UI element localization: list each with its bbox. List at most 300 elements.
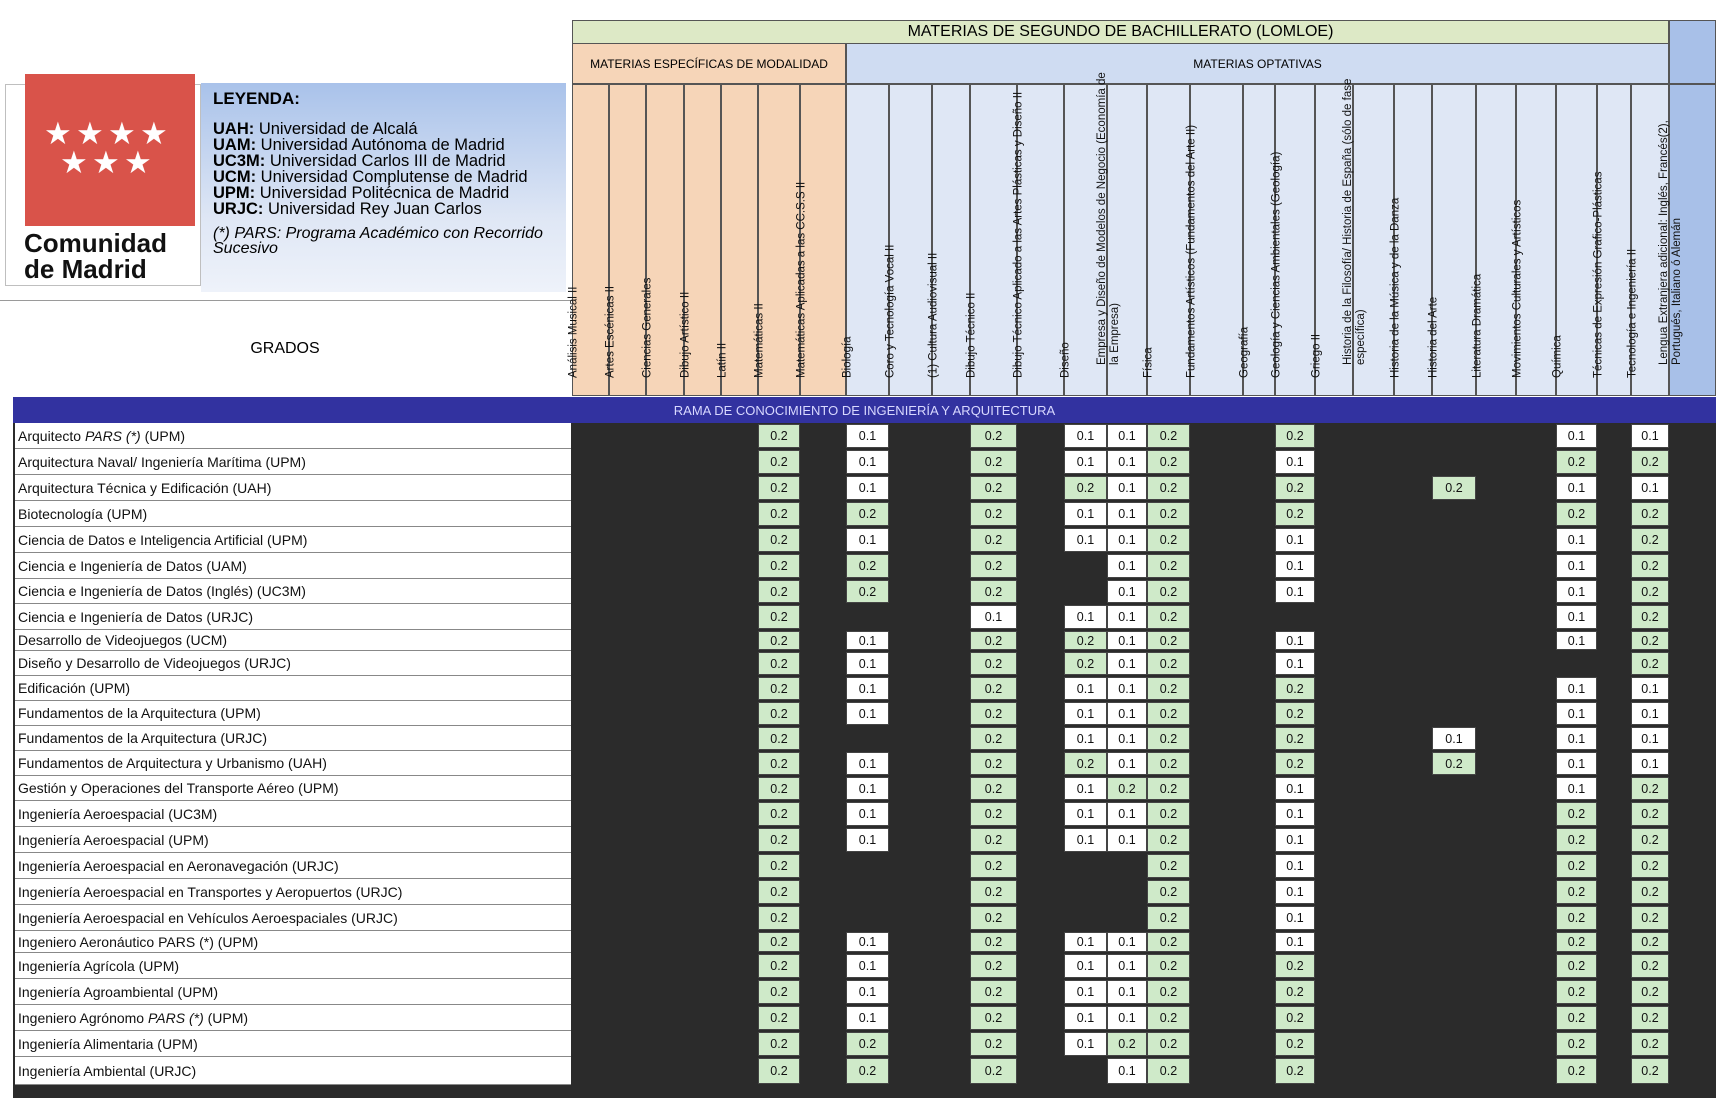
weight-cell: 0.2 [758,476,800,500]
weight-cell: 0.1 [1064,450,1107,474]
weight-cell: 0.2 [970,631,1017,650]
weight-cell: 0.2 [1064,652,1107,675]
column-header-label: Literatura Dramática [1471,273,1484,378]
column-header-label: Dibujo Técnico II [965,292,978,378]
grado-name [15,676,571,701]
weight-cell: 0.2 [758,605,800,629]
weight-cell: 0.2 [1147,605,1190,629]
star-icon: ★ [76,116,104,151]
weight-cell: 0.2 [1631,954,1669,978]
weight-cell: 0.1 [1631,476,1669,500]
weight-cell: 0.2 [758,906,800,930]
weight-cell: 0.2 [1147,450,1190,474]
weight-cell: 0.1 [1556,528,1597,552]
weight-cell: 0.2 [1432,752,1476,775]
column-header-label: Historia de la Filosofía/ Historia de España (sólo de fase específica) [1342,78,1367,365]
grado-name-text: Desarrollo de Videojuegos (UCM) [18,632,228,648]
weight-cell: 0.2 [1556,450,1597,474]
weight-cell: 0.2 [1631,554,1669,578]
weight-cell: 0.1 [1107,1006,1147,1030]
weight-cell: 0.2 [1147,854,1190,878]
weight-cell: 0.2 [1147,424,1190,448]
weight-cell: 0.1 [1631,752,1669,775]
weight-cell: 0.1 [1275,652,1315,675]
weight-cell: 0.2 [758,631,800,650]
column-header [795,84,846,396]
column-header-label: Latín II [716,342,729,378]
weight-cell: 0.2 [846,502,889,526]
weight-cell: 0.2 [1147,777,1190,800]
weight-cell: 0.2 [1631,906,1669,930]
weight-cell: 0.2 [970,980,1017,1004]
weight-cell: 0.1 [1107,954,1147,978]
weight-cell: 0.1 [1064,828,1107,852]
weight-cell: 0.1 [1556,777,1597,800]
grado-name [15,651,571,676]
weight-cell: 0.2 [758,1032,800,1056]
grado-name-text: Ciencia e Ingeniería de Datos (URJC) [18,608,253,625]
column-header [753,84,800,396]
column-header-label: Matemáticas II [753,303,766,378]
weight-cell: 0.1 [1107,980,1147,1004]
grado-name [15,701,571,726]
weight-cell: 0.1 [1064,1032,1107,1056]
weight-cell: 0.1 [1275,880,1315,904]
weight-cell: 0.2 [970,1032,1017,1056]
weight-cell: 0.2 [970,580,1017,603]
weight-cell: 0.2 [1631,854,1669,878]
weight-cell: 0.1 [1107,631,1147,650]
weight-cell: 0.2 [1275,424,1315,448]
column-header-label: Historia de la Música y de la Danza [1389,197,1402,378]
weight-cell: 0.2 [970,476,1017,500]
grado-name-text: Ingeniería Alimentaria (UPM) [18,1035,198,1052]
grado-name-text: Fundamentos de la Arquitectura (UPM) [18,705,261,721]
star-icon: ★ [140,116,168,151]
weight-cell: 0.2 [1107,1032,1147,1056]
weight-cell: 0.2 [758,980,800,1004]
column-header-label: Dibujo Técnico Aplicado a las Artes Plásticas y Diseño II [1012,91,1025,378]
weight-cell: 0.1 [1107,476,1147,500]
weight-cell: 0.2 [1432,476,1476,500]
grado-name [15,553,571,579]
grado-name [15,953,571,979]
weight-cell: 0.2 [758,580,800,603]
weight-cell: 0.2 [970,880,1017,904]
weight-cell: 0.2 [1147,752,1190,775]
star-icon: ★ [108,116,136,151]
grado-pars-tag: PARS (*) [84,427,141,444]
weight-cell: 0.2 [1631,1032,1669,1056]
weight-cell: 0.2 [1275,980,1315,1004]
weight-cell: 0.1 [1556,677,1597,700]
column-header [604,84,646,396]
weight-cell: 0.1 [1107,424,1147,448]
grado-name-text: Ingeniería Aeroespacial en Aeronavegación (URJC) [18,857,339,874]
weight-cell: 0.2 [758,880,800,904]
weight-cell: 0.1 [1275,554,1315,578]
grado-name-text: Arquitectura Técnica y Edificación (UAH) [18,479,272,496]
legend-item: URJC: Universidad Rey Juan Carlos [213,200,482,218]
weight-cell: 0.1 [1275,580,1315,603]
weight-cell: 0.1 [970,605,1017,629]
weight-cell: 0.1 [846,476,889,500]
weight-cell: 0.1 [846,828,889,852]
column-header [1270,84,1315,396]
weight-cell: 0.2 [1275,677,1315,700]
column-header [1471,84,1516,396]
logo-line-2: de Madrid [24,254,147,284]
weight-cell: 0.2 [758,528,800,552]
weight-cell: 0.1 [846,528,889,552]
grado-name [15,726,571,751]
column-header-label: Griego II [1310,333,1323,378]
weight-cell: 0.2 [970,502,1017,526]
weight-cell: 0.2 [1064,631,1107,650]
weight-cell: 0.2 [1147,954,1190,978]
grado-name [15,776,571,801]
rama-header: RAMA DE CONOCIMIENTO DE INGENIERÍA Y ARQUITECTURA [13,397,1716,423]
grado-name-text: Ingeniería Aeroespacial (UC3M) [18,805,218,822]
column-header [1096,72,1147,396]
weight-cell: 0.2 [758,828,800,852]
weight-cell: 0.2 [1147,980,1190,1004]
weight-cell: 0.1 [1107,502,1147,526]
weight-cell: 0.2 [970,528,1017,552]
grado-name [15,979,571,1005]
weight-cell: 0.2 [1556,502,1597,526]
grado-name-text: Arquitecto [18,427,82,444]
weight-cell: 0.1 [1275,802,1315,826]
column-header [841,84,889,396]
column-header-label: (1) Cultura Audiovisual II [927,252,940,378]
weight-cell: 0.2 [1556,828,1597,852]
weight-cell: 0.1 [1275,828,1315,852]
weight-cell: 0.2 [1147,702,1190,725]
weight-cell: 0.1 [1556,605,1597,629]
weight-cell: 0.1 [1107,802,1147,826]
weight-cell: 0.1 [1556,702,1597,725]
weight-cell: 0.2 [1556,954,1597,978]
grado-name [15,475,571,501]
weight-cell: 0.1 [846,677,889,700]
weight-cell: 0.1 [1556,554,1597,578]
column-header [1142,84,1190,396]
weight-cell: 0.1 [1275,906,1315,930]
weight-cell: 0.2 [1631,1006,1669,1030]
weight-cell: 0.2 [846,1058,889,1084]
legend-item: UPM: Universidad Politécnica de Madrid [213,184,510,202]
weight-cell: 0.2 [1147,828,1190,852]
weight-cell: 0.1 [1107,652,1147,675]
weight-cell: 0.1 [1064,932,1107,952]
star-icon: ★ [44,116,72,151]
weight-cell: 0.2 [1631,802,1669,826]
grado-name [15,604,571,630]
weight-cell: 0.1 [1064,980,1107,1004]
weight-cell: 0.2 [758,1006,800,1030]
grado-name [15,527,571,553]
grado-name [15,801,571,827]
column-header-label: Fundamentos Artísticos (Fundamentos del Arte II) [1185,124,1198,378]
column-header-label: Geografía [1238,326,1251,378]
weight-cell: 0.1 [1064,424,1107,448]
weight-cell: 0.2 [758,502,800,526]
weight-cell: 0.2 [1631,980,1669,1004]
weight-cell: 0.2 [970,777,1017,800]
logo-stars-flag [25,74,195,226]
weight-cell: 0.2 [1275,1006,1315,1030]
weight-cell: 0.2 [1147,906,1190,930]
weight-cell: 0.1 [1064,502,1107,526]
weight-cell: 0.2 [1631,1058,1669,1084]
column-header-label: Geología y Ciencias Ambientales (Geología) [1270,151,1283,378]
column-header-label: Matemáticas Aplicadas a las CC.S.S II [795,181,808,378]
weight-cell: 0.1 [846,954,889,978]
weight-cell: 0.1 [1107,450,1147,474]
weight-cell: 0.1 [1556,476,1597,500]
weight-cell: 0.2 [1631,631,1669,650]
weight-cell: 0.2 [1107,777,1147,800]
weight-cell: 0.1 [1107,554,1147,578]
grado-name-text: Ingeniería Aeroespacial en Vehículos Aeroespaciales (URJC) [18,909,398,926]
weight-cell: 0.1 [846,932,889,952]
weight-cell: 0.1 [1556,752,1597,775]
column-header-label: Coro y Tecnología Vocal II [884,244,897,378]
weight-cell: 0.2 [1147,727,1190,750]
grado-name-text: Ingeniería Aeroespacial en Transportes y Aeropuertos (URJC) [18,883,403,900]
column-header [1511,84,1556,396]
weight-cell: 0.2 [1147,1032,1190,1056]
grado-name-text: Fundamentos de la Arquitectura (URJC) [18,730,267,746]
weight-cell: 0.2 [1275,752,1315,775]
weight-cell: 0.1 [1631,727,1669,750]
grado-name-text: Ingeniería Aeroespacial (UPM) [18,831,209,848]
grado-name [15,827,571,853]
legend-item: UC3M: Universidad Carlos III de Madrid [213,152,506,170]
legend-box [201,83,566,292]
weight-cell: 0.2 [1631,880,1669,904]
weight-cell: 0.1 [1275,450,1315,474]
group-optativas: MATERIAS OPTATIVAS [846,43,1669,84]
weight-cell: 0.2 [758,932,800,952]
weight-cell: 0.2 [970,802,1017,826]
grado-name [15,1005,571,1031]
weight-cell: 0.2 [970,828,1017,852]
grado-name-text: Ciencia e Ingeniería de Datos (UAM) [18,557,247,574]
column-header [679,84,721,396]
grado-name [15,449,571,475]
column-header [641,84,684,396]
weight-cell: 0.2 [846,580,889,603]
column-header-label: Ciencias Generales [641,277,654,378]
weight-cell: 0.2 [758,954,800,978]
legend-title: LEYENDA: [213,89,300,108]
column-header [1551,84,1597,396]
weight-cell: 0.2 [1556,1032,1597,1056]
grado-name-text: Ingeniería Ambiental (URJC) [18,1062,197,1079]
column-header [716,84,758,396]
weight-cell: 0.2 [1556,1006,1597,1030]
weight-cell: 0.1 [846,702,889,725]
grado-name-text: Ciencia e Ingeniería de Datos (Inglés) (UC3M) [18,583,306,599]
weight-cell: 0.2 [1147,476,1190,500]
weight-cell: 0.1 [1064,528,1107,552]
weight-cell: 0.2 [970,424,1017,448]
column-header-label: Dibujo Artístico II [679,291,692,378]
legend-item: UAH: Universidad de Alcalá [213,120,418,138]
grado-pars-tag: PARS (*) [147,1009,204,1026]
weight-cell: 0.1 [1064,1006,1107,1030]
weight-cell: 0.1 [1432,727,1476,750]
weight-cell: 0.2 [1147,554,1190,578]
weight-cell: 0.1 [1275,854,1315,878]
column-header [1012,84,1064,396]
weight-cell: 0.2 [846,554,889,578]
column-header-label: Técnicas de Expresión Grafico-Plásticas [1592,171,1605,378]
weight-cell: 0.1 [846,450,889,474]
grado-name-text: Biotecnología (UPM) [18,505,148,522]
grado-name-text: Ingeniero Aeronáutico PARS (*) (UPM) [18,933,259,950]
weight-cell: 0.1 [846,980,889,1004]
weight-cell: 0.2 [1556,802,1597,826]
column-header [884,84,932,396]
column-header-label: Movimientos Culturales y Artísticos [1511,199,1524,378]
grado-name [15,1031,571,1057]
grado-name [15,579,571,604]
grado-name-text: Ingeniería Agroambiental (UPM) [18,983,218,1000]
weight-cell: 0.1 [1275,631,1315,650]
grado-name-text: Fundamentos de Arquitectura y Urbanismo (UAH) [18,755,327,771]
grado-name [15,501,571,527]
legend-item: UCM: Universidad Complutense de Madrid [213,168,528,186]
weight-cell: 0.1 [846,777,889,800]
grado-name-text: Arquitectura Naval/ Ingeniería Marítima (UPM) [18,453,306,470]
grado-name-text: Gestión y Operaciones del Transporte Aéreo (UPM) [18,780,339,796]
grado-name [15,630,571,651]
weight-cell: 0.2 [970,854,1017,878]
weight-cell: 0.1 [846,1006,889,1030]
weight-cell: 0.2 [1556,854,1597,878]
weight-cell: 0.2 [1147,802,1190,826]
star-icon: ★ [124,145,152,180]
column-header-label: Lengua Extranjera adicional: Inglés, Francés(2), Portugués, Italiano ó Alemán [1658,120,1683,365]
weight-cell: 0.1 [1275,932,1315,952]
grado-name [15,1057,571,1085]
weight-cell: 0.2 [1556,932,1597,952]
weight-cell: 0.2 [1275,476,1315,500]
star-icon: ★ [92,145,120,180]
column-header [1342,78,1394,396]
grado-name-text: Diseño y Desarrollo de Videojuegos (URJC) [18,655,291,671]
weight-cell: 0.1 [1064,777,1107,800]
weight-cell: 0.2 [1064,752,1107,775]
weight-cell: 0.1 [846,752,889,775]
column-header [567,84,609,396]
grado-name-text: Ciencia de Datos e Inteligencia Artificial (UPM) [18,531,308,548]
weight-cell: 0.2 [1147,677,1190,700]
column-header-label: Historia del Arte [1427,296,1440,378]
weight-cell: 0.2 [846,1032,889,1056]
grado-name [15,931,571,953]
weight-cell: 0.2 [758,677,800,700]
weight-cell: 0.2 [1631,932,1669,952]
weight-cell: 0.1 [1064,605,1107,629]
weight-cell: 0.2 [758,1058,800,1084]
column-header-label: Biología [841,336,854,378]
weight-cell: 0.2 [1631,528,1669,552]
weight-cell: 0.2 [1631,502,1669,526]
weight-cell: 0.2 [758,554,800,578]
weight-cell: 0.2 [758,652,800,675]
weight-cell: 0.1 [1631,424,1669,448]
weight-cell: 0.1 [1631,702,1669,725]
weight-cell: 0.2 [1147,652,1190,675]
weight-cell: 0.1 [1107,580,1147,603]
grado-name [15,879,571,905]
weight-cell: 0.2 [970,954,1017,978]
main-title: MATERIAS DE SEGUNDO DE BACHILLERATO (LOMLOE) [572,20,1669,44]
weight-cell: 0.1 [1556,631,1597,650]
grado-name-suffix: (UPM) [203,1009,249,1026]
grado-name-suffix: (UPM) [140,427,186,444]
weight-cell: 0.2 [1556,906,1597,930]
column-header-label: Diseño [1059,342,1072,378]
weight-cell: 0.1 [1064,702,1107,725]
weight-cell: 0.1 [846,652,889,675]
weight-cell: 0.2 [758,450,800,474]
weight-cell: 0.2 [1556,880,1597,904]
column-header [927,84,970,396]
star-icon: ★ [60,145,88,180]
weight-cell: 0.2 [1147,528,1190,552]
grado-name-text: Ingeniero Agrónomo [18,1009,145,1026]
weight-cell: 0.1 [1064,727,1107,750]
weight-cell: 0.2 [1631,450,1669,474]
weight-cell: 0.2 [758,777,800,800]
weight-cell: 0.2 [1275,727,1315,750]
weight-cell: 0.2 [1631,777,1669,800]
weight-cell: 0.1 [846,424,889,448]
group-especificas: MATERIAS ESPECÍFICAS DE MODALIDAD [572,43,846,84]
weight-cell: 0.2 [758,752,800,775]
weight-cell: 0.1 [1107,828,1147,852]
weight-cell: 0.2 [970,1006,1017,1030]
weight-cell: 0.2 [758,802,800,826]
weight-cell: 0.2 [1147,580,1190,603]
column-header-label: Tecnología e Ingeniería II [1626,248,1639,378]
column-header [1427,84,1476,396]
grado-name [15,853,571,879]
weight-cell: 0.2 [1064,476,1107,500]
column-header [965,84,1017,396]
weight-cell: 0.1 [1064,802,1107,826]
column-header [1389,84,1432,396]
weight-cell: 0.2 [1147,631,1190,650]
grado-name-text: Ingeniería Agrícola (UPM) [18,957,180,974]
pars-note: (*) PARS: Programa Académico con Recorrido Sucesivo [213,225,543,257]
weight-cell: 0.1 [1556,424,1597,448]
logo-wordmark [24,230,204,282]
weight-cell: 0.2 [1275,954,1315,978]
weight-cell: 0.1 [1275,528,1315,552]
weight-cell: 0.1 [1275,777,1315,800]
weight-cell: 0.2 [758,727,800,750]
weight-cell: 0.2 [970,702,1017,725]
weight-cell: 0.1 [1556,727,1597,750]
weight-cell: 0.2 [970,652,1017,675]
weight-cell: 0.2 [1147,502,1190,526]
